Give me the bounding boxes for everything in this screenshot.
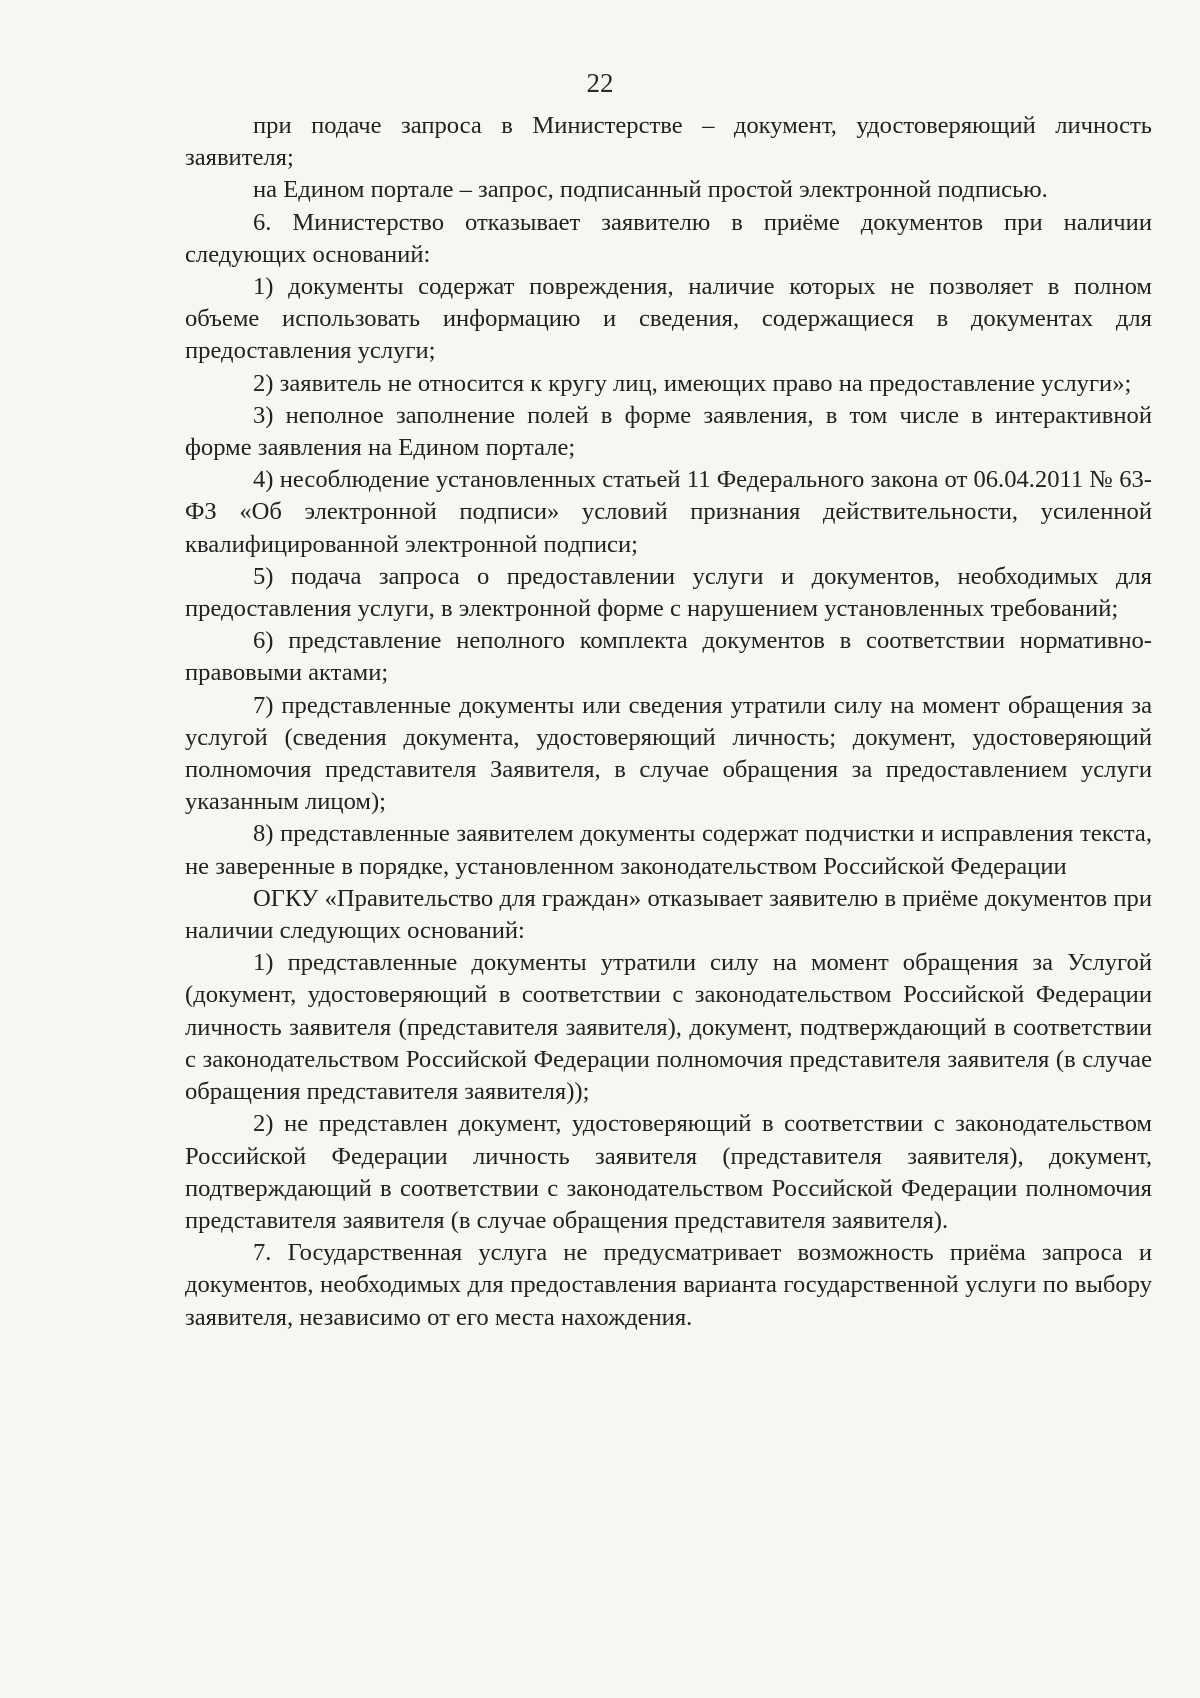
- paragraph: 8) представленные заявителем документы содержат подчистки и исправления текста, не заверенные в порядке, установленном законодательством Российской Федерации: [185, 820, 1152, 880]
- paragraph: 7) представленные документы или сведения утратили силу на момент обращения за услугой (сведения документа, удостоверяющий личность; документ, удостоверяющий полномочия представителя Заявителя, в случае обращения за предоставлением услуги указанным лицом);: [185, 691, 1152, 816]
- paragraph: 3) неполное заполнение полей в форме заявления, в том числе в интерактивной форме заявления на Едином портале;: [185, 401, 1152, 462]
- paragraph: на Едином портале – запрос, подписанный простой электронной подписью.: [253, 176, 1048, 204]
- paragraph: ОГКУ «Правительство для граждан» отказывает заявителю в приёме документов при наличии следующих оснований:: [185, 884, 1152, 945]
- paragraph: 1) документы содержат повреждения, наличие которых не позволяет в полном объеме использовать информацию и сведения, содержащиеся в документах для предоставления услуги;: [185, 273, 1152, 365]
- paragraph: 2) заявитель не относится к кругу лиц, имеющих право на предоставление услуги»;: [253, 369, 1132, 397]
- paragraph: 6. Министерство отказывает заявителю в приёме документов при наличии следующих оснований:: [185, 208, 1152, 268]
- paragraph: 6) представление неполного комплекта документов в соответствии нормативно-правовыми актами;: [185, 627, 1152, 687]
- document-body: [185, 110, 1152, 1334]
- paragraph: 1) представленные документы утратили силу на момент обращения за Услугой (документ, удостоверяющий в соответствии с законодательством Российской Федерации личность заявителя (представителя заявителя), документ, подтверждающий в соответствии с законодательством Российской Федерации полномочия представителя заявителя (в случае обращения представителя заявителя));: [185, 949, 1152, 1106]
- paragraph: 5) подача запроса о предоставлении услуги и документов, необходимых для предоставления услуги, в электронной форме с нарушением установленных требований;: [185, 562, 1152, 623]
- paragraph: 4) несоблюдение установленных статьей 11 Федерального закона от 06.04.2011 № 63-ФЗ «Об электронной подписи» условий признания действительности, усиленной квалифицированной электронной подписи;: [185, 466, 1152, 558]
- paragraph: 2) не представлен документ, удостоверяющий в соответствии с законодательством Российской Федерации личность заявителя (представителя заявителя), документ, подтверждающий в соответствии с законодательством Российской Федерации полномочия представителя заявителя (в случае обращения представителя заявителя).: [185, 1110, 1152, 1234]
- paragraph: 7. Государственная услуга не предусматривает возможность приёма запроса и документов, необходимых для предоставления варианта государственной услуги по выбору заявителя, независимо от его места нахождения.: [185, 1239, 1152, 1331]
- paragraph: при подаче запроса в Министерстве – документ, удостоверяющий личность заявителя;: [185, 112, 1152, 172]
- page-number: 22: [586, 68, 614, 98]
